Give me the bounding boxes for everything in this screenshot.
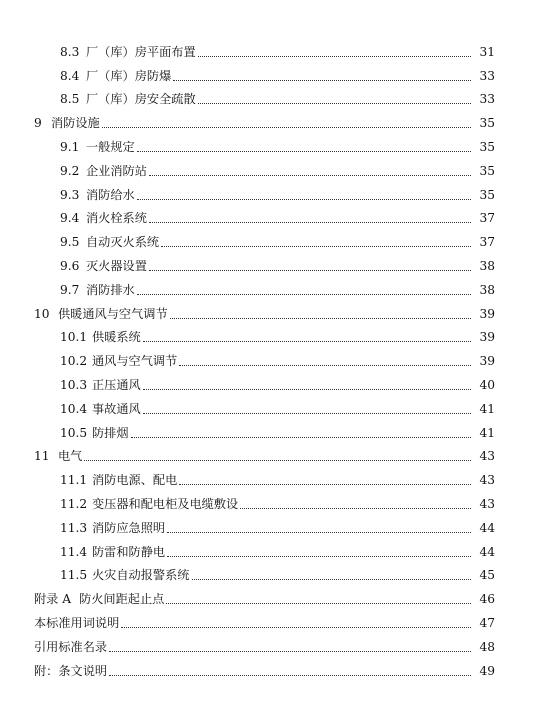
toc-entry-page: 48 — [479, 639, 495, 654]
toc-entry-11-2[interactable] — [0, 492, 540, 516]
toc-entry-page: 37 — [479, 235, 495, 250]
toc-entry-number: 9.6 — [60, 258, 80, 273]
toc-entry-page: 33 — [479, 92, 495, 107]
toc-entry-11-4[interactable] — [0, 540, 540, 564]
toc-entry-title: 正压通风 — [92, 377, 141, 392]
toc-entry-title: 事故通风 — [92, 401, 141, 416]
toc-entry-number: 10.4 — [60, 401, 88, 416]
toc-entry-title: 一般规定 — [86, 139, 135, 154]
toc-entry-title: 消防应急照明 — [92, 520, 166, 535]
toc-entry-page: 37 — [479, 211, 495, 226]
dot-leader — [109, 650, 471, 652]
toc-entry-number: 9.4 — [60, 211, 80, 226]
toc-entry-number: 9.5 — [60, 235, 80, 250]
toc-entry-page: 35 — [479, 116, 495, 131]
toc-entry-page: 44 — [479, 520, 495, 535]
toc-entry-title: 消防电源、配电 — [92, 473, 178, 488]
toc-entry-number: 10.5 — [60, 425, 88, 440]
toc-entry-11-3[interactable] — [0, 516, 540, 540]
toc-entry-9-6[interactable] — [0, 254, 540, 278]
toc-entry-title: 消防设施 — [51, 116, 100, 131]
dot-leader — [102, 126, 471, 128]
toc-entry-title: 供暖通风与空气调节 — [58, 306, 168, 321]
toc-entry-title: 自动灭火系统 — [86, 235, 160, 250]
toc-entry-page: 35 — [479, 163, 495, 178]
toc-chapter-10[interactable] — [0, 302, 540, 326]
toc-entry-number: 9.1 — [60, 139, 80, 154]
dot-leader — [137, 150, 471, 152]
toc-entry-number: 8.5 — [60, 92, 80, 107]
dot-leader — [167, 531, 471, 533]
toc-entry-8-5[interactable] — [0, 88, 540, 112]
toc-entry-number: 9.3 — [60, 187, 80, 202]
toc-entry-page: 39 — [479, 330, 495, 345]
toc-entry-title: 防雷和防静电 — [92, 544, 166, 559]
dot-leader — [166, 602, 471, 604]
toc-entry-page: 41 — [479, 401, 495, 416]
toc-entry-title: 供暖系统 — [92, 330, 141, 345]
toc-entry-number: 8.3 — [60, 44, 80, 59]
dot-leader — [84, 459, 471, 461]
dot-leader — [143, 412, 471, 414]
dot-leader — [149, 221, 471, 223]
dot-leader — [179, 483, 471, 485]
dot-leader — [198, 55, 471, 57]
toc-entry-10-4[interactable] — [0, 397, 540, 421]
dot-leader — [179, 364, 471, 366]
dot-leader — [131, 436, 471, 438]
toc-entry-page: 35 — [479, 139, 495, 154]
toc-entry-number: 11.3 — [60, 520, 88, 535]
toc-entry-page: 33 — [479, 68, 495, 83]
toc-entry-title: 消防给水 — [86, 187, 135, 202]
toc-entry-number: 10 — [34, 306, 50, 321]
toc-entry-title: 企业消防站 — [86, 163, 147, 178]
toc-entry-9-7[interactable] — [0, 278, 540, 302]
toc-entry-number: 8.4 — [60, 68, 80, 83]
toc-entry-title: 附：条文说明 — [34, 663, 108, 678]
toc-entry-wording-explanation[interactable] — [0, 611, 540, 635]
dot-leader — [198, 102, 471, 104]
toc-entry-number: 11.5 — [60, 568, 88, 583]
dot-leader — [192, 578, 472, 580]
dot-leader — [109, 674, 471, 676]
toc-entry-page: 47 — [479, 615, 495, 630]
dot-leader — [240, 507, 471, 509]
toc-entry-10-1[interactable] — [0, 326, 540, 350]
toc-entry-number: 11.1 — [60, 473, 88, 488]
toc-entry-9-2[interactable] — [0, 159, 540, 183]
toc-entry-number: 9.2 — [60, 163, 80, 178]
toc-entry-title: 火灾自动报警系统 — [92, 568, 190, 583]
toc-entry-title: 厂（库）房平面布置 — [86, 44, 196, 59]
toc-entry-page: 35 — [479, 187, 495, 202]
dot-leader — [167, 555, 471, 557]
toc-chapter-9[interactable] — [0, 111, 540, 135]
toc-entry-title: 厂（库）房安全疏散 — [86, 92, 196, 107]
toc-entry-page: 43 — [479, 449, 495, 464]
toc-entry-title: 消防排水 — [86, 282, 135, 297]
toc-entry-number: 11.4 — [60, 544, 88, 559]
toc-entry-clause-explanation[interactable] — [0, 659, 540, 683]
toc-entry-page: 39 — [479, 306, 495, 321]
toc-entry-10-2[interactable] — [0, 349, 540, 373]
toc-entry-number: 10.3 — [60, 377, 88, 392]
toc-entry-title: 灭火器设置 — [86, 258, 147, 273]
dot-leader — [170, 317, 471, 319]
toc-entry-number: 10.2 — [60, 354, 88, 369]
dot-leader — [137, 198, 471, 200]
toc-entry-number: 9.7 — [60, 282, 80, 297]
dot-leader — [149, 269, 471, 271]
toc-entry-page: 38 — [479, 282, 495, 297]
toc-entry-number: 11.2 — [60, 496, 88, 511]
toc-entry-page: 39 — [479, 354, 495, 369]
dot-leader — [161, 245, 471, 247]
toc-entry-title: 通风与空气调节 — [92, 354, 178, 369]
toc-entry-referenced-standards[interactable] — [0, 635, 540, 659]
dot-leader — [149, 174, 471, 176]
toc-entry-number: 附录 A — [34, 592, 72, 607]
toc-entry-9-1[interactable] — [0, 135, 540, 159]
toc-entry-11-5[interactable] — [0, 564, 540, 588]
toc-entry-page: 38 — [479, 258, 495, 273]
dot-leader — [137, 293, 471, 295]
toc-entry-page: 41 — [479, 425, 495, 440]
toc-entry-title: 变压器和配电柜及电缆敷设 — [92, 496, 239, 511]
toc-entry-page: 43 — [479, 496, 495, 511]
toc-entry-11-1[interactable] — [0, 468, 540, 492]
dot-leader — [143, 340, 471, 342]
toc-entry-9-3[interactable] — [0, 183, 540, 207]
dot-leader — [173, 79, 471, 81]
toc-entry-title: 引用标准名录 — [34, 639, 108, 654]
toc-entry-9-4[interactable] — [0, 207, 540, 231]
toc-entry-page: 31 — [479, 44, 495, 59]
toc-entry-number: 9 — [34, 116, 42, 131]
toc-entry-page: 49 — [479, 663, 495, 678]
toc-entry-8-4[interactable] — [0, 64, 540, 88]
toc-entry-title: 电气 — [58, 449, 83, 464]
toc-entry-10-5[interactable] — [0, 421, 540, 445]
toc-entry-9-5[interactable] — [0, 230, 540, 254]
toc-entry-title: 厂（库）房防爆 — [86, 68, 172, 83]
toc-entry-8-3[interactable] — [0, 40, 540, 64]
toc-entry-page: 46 — [479, 592, 495, 607]
table-of-contents — [0, 40, 540, 683]
toc-entry-title: 防排烟 — [92, 425, 129, 440]
toc-entry-page: 44 — [479, 544, 495, 559]
toc-entry-title: 本标准用词说明 — [34, 615, 120, 630]
toc-entry-page: 43 — [479, 473, 495, 488]
toc-appendix-a[interactable] — [0, 587, 540, 611]
toc-entry-number: 11 — [34, 449, 50, 464]
toc-entry-page: 40 — [479, 377, 495, 392]
toc-chapter-11[interactable] — [0, 445, 540, 469]
toc-entry-number: 10.1 — [60, 330, 88, 345]
toc-entry-title: 防火间距起止点 — [79, 592, 165, 607]
toc-entry-page: 45 — [479, 568, 495, 583]
toc-entry-title: 消火栓系统 — [86, 211, 147, 226]
dot-leader — [121, 626, 471, 628]
toc-entry-10-3[interactable] — [0, 373, 540, 397]
dot-leader — [143, 388, 471, 390]
